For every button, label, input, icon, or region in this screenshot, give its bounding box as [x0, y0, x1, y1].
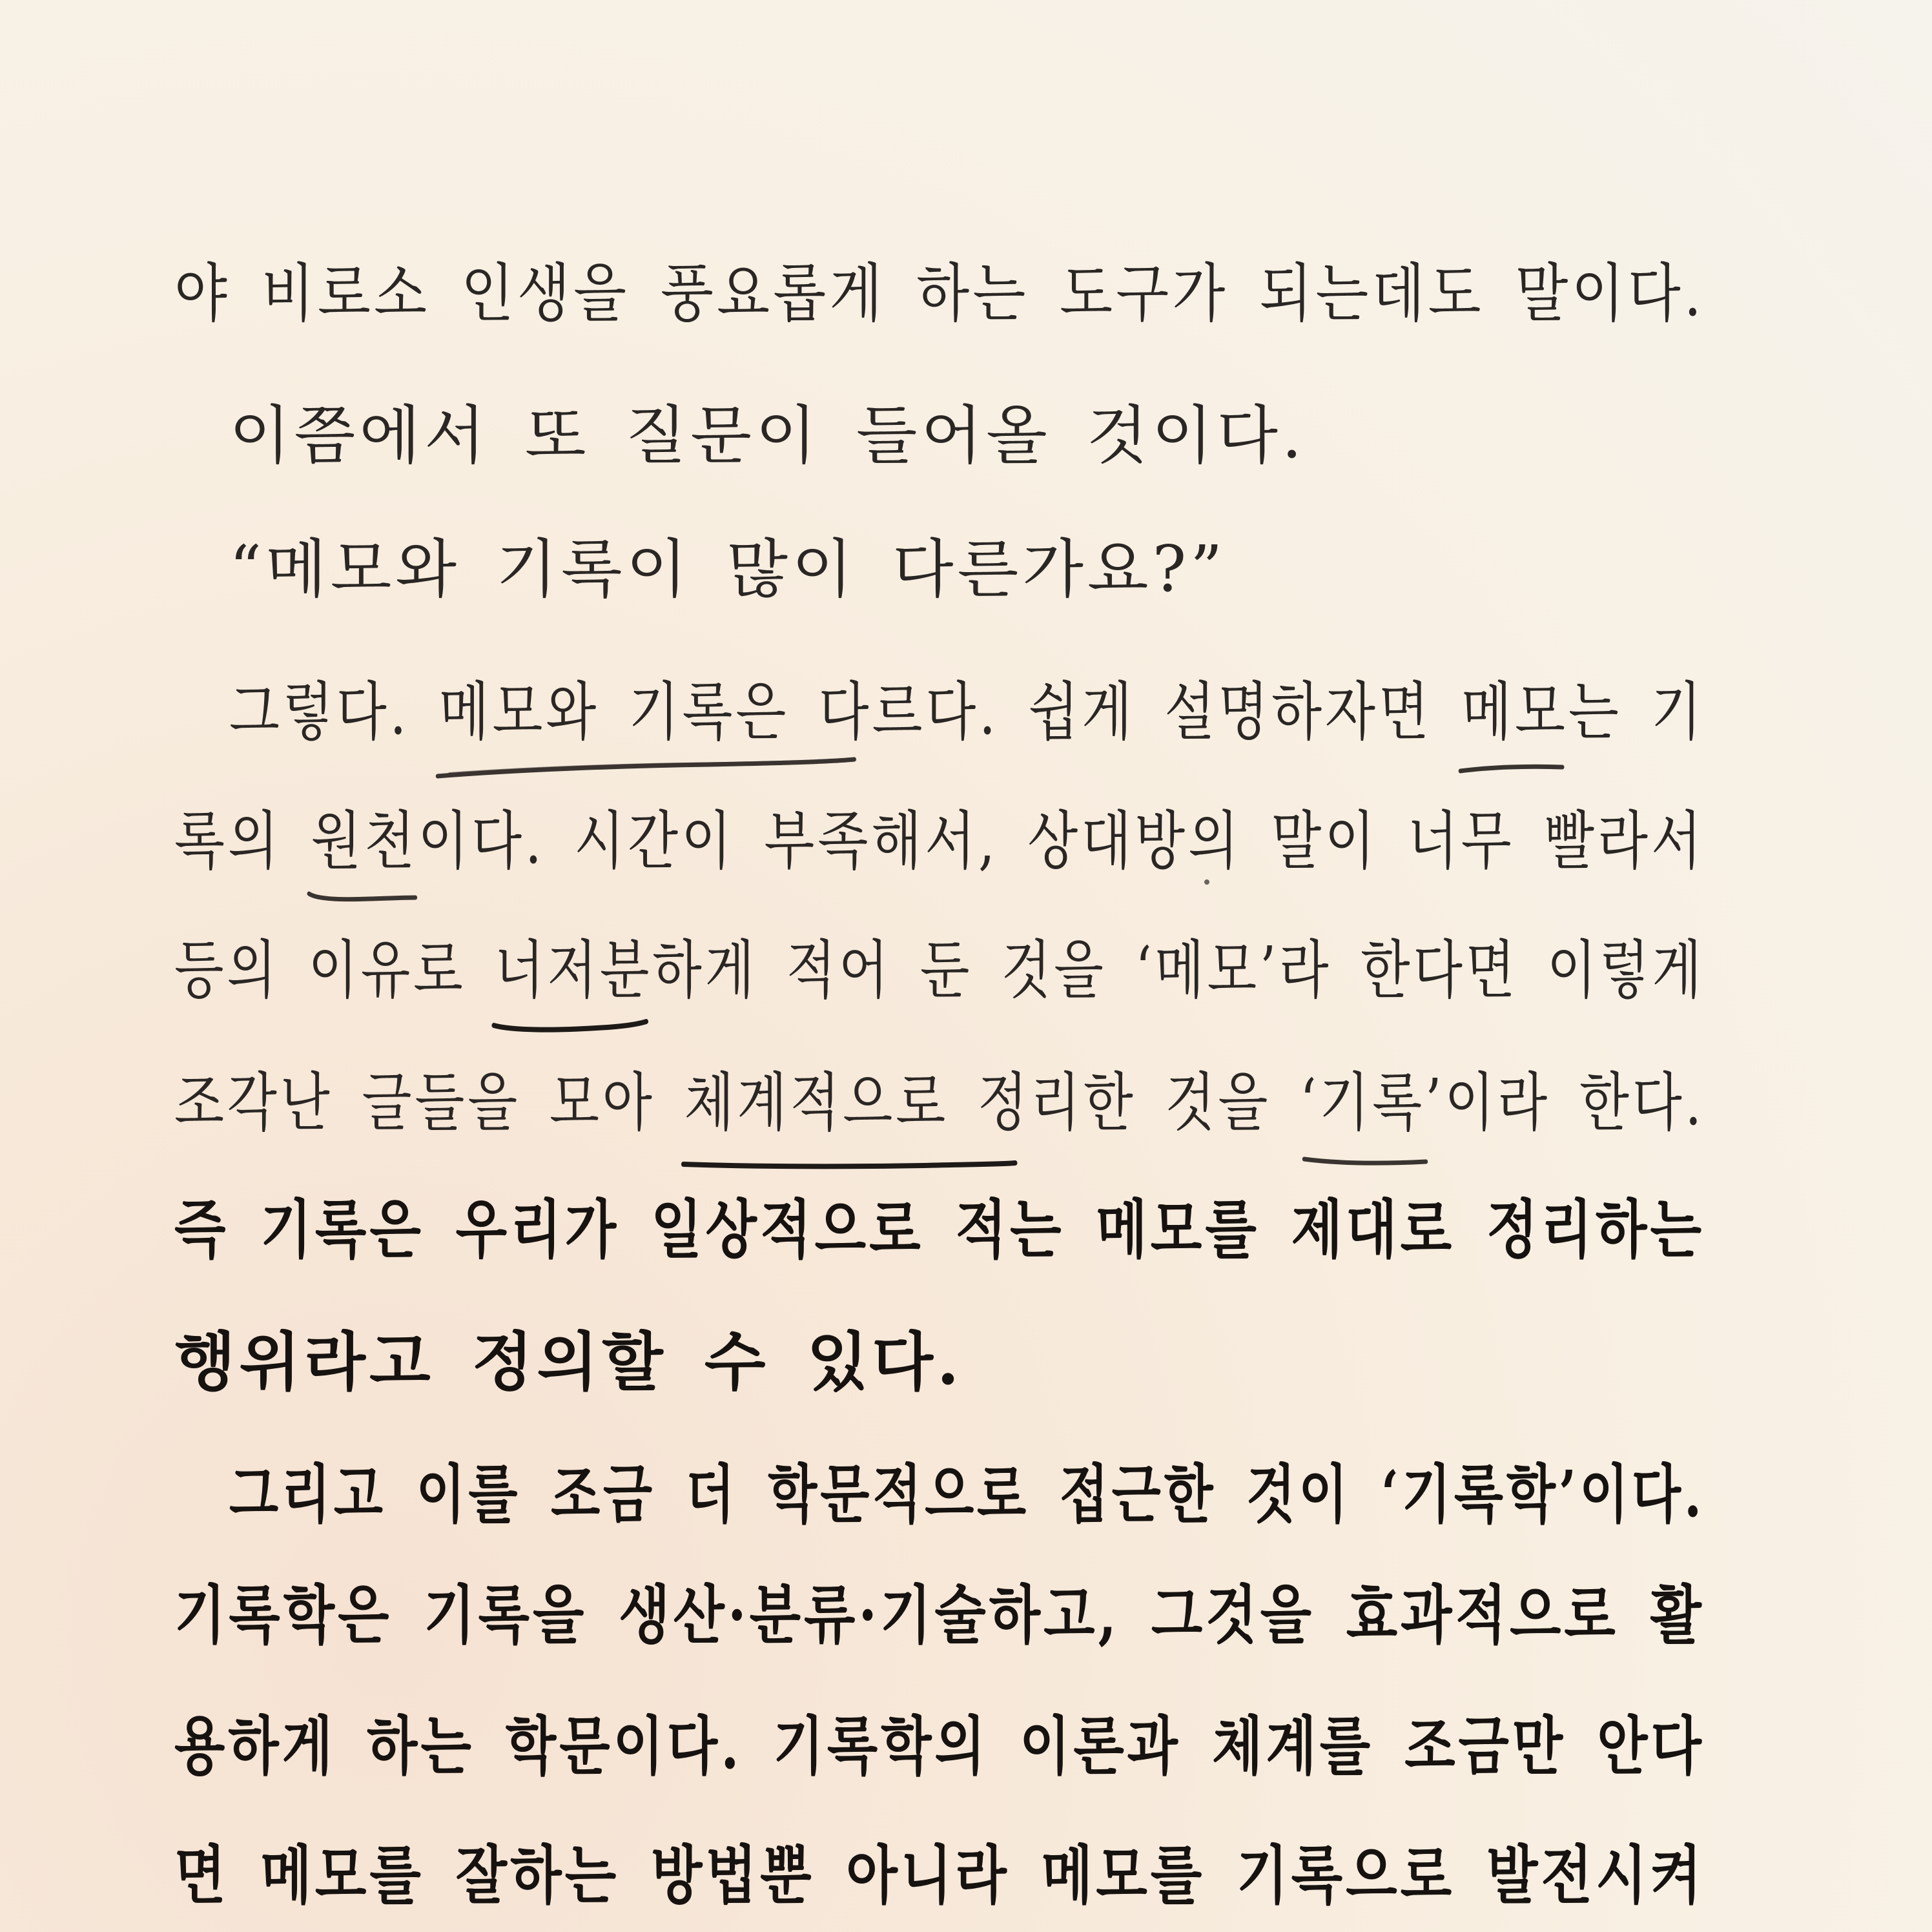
text-line-7	[174, 1064, 1705, 1142]
line-6-part-1: 등의 이유로	[174, 934, 495, 1007]
pen-underline	[491, 1019, 648, 1033]
line-4-part-3: . 쉽게 설명하자면	[979, 675, 1462, 749]
line-4-part-1: 그렇다.	[229, 675, 439, 749]
pen-underline	[433, 754, 859, 780]
text-line-3: “메모와 기록이 많이 다른가요?”	[229, 533, 1227, 606]
text-line-9: 행위라고 정의할 수 있다.	[174, 1325, 963, 1399]
pen-underline	[1302, 1154, 1428, 1167]
line-7-part-1: 조각난 글들을 모아	[174, 1066, 684, 1140]
text-line-12: 용하게 하는 학문이다. 기록학의 이론과 체계를 조금만 안다	[174, 1709, 1705, 1783]
line-5-part-3: 이다. 시간이 부족해서, 상대방의 말이 너무 빨라서	[418, 805, 1705, 878]
text-line-2: 이쯤에서 또 질문이 들어올 것이다.	[229, 399, 1306, 473]
pen-underline	[681, 1155, 1018, 1171]
pen-underline	[305, 890, 417, 903]
text-line-8: 즉 기록은 우리가 일상적으로 적는 메모를 제대로 정리하는	[174, 1193, 1705, 1267]
text-line-6	[174, 932, 1705, 1009]
line-6-part-3: 하게 적어 둔 것을 ‘메모’라 한다면 이렇게	[652, 934, 1705, 1007]
text-line-5	[174, 803, 1705, 880]
text-line-4	[229, 673, 1705, 751]
line-7-part-5: 이라 한다.	[1444, 1066, 1705, 1140]
text-line-1: 야 비로소 인생을 풍요롭게 하는 도구가 되는데도 말이다.	[174, 257, 1705, 331]
line-7-part-3: 한 것을	[1083, 1066, 1300, 1140]
pen-underline	[1458, 762, 1565, 775]
underlined-word: 원천	[311, 805, 418, 878]
text-line-13: 면 메모를 잘하는 방법뿐 아니라 메모를 기록으로 발전시켜	[174, 1838, 1705, 1913]
underlined-word: ‘기록’	[1300, 1066, 1444, 1140]
line-5-part-1: 록의	[174, 805, 311, 878]
text-line-10: 그리고 이를 조금 더 학문적으로 접근한 것이 ‘기록학’이다.	[229, 1457, 1705, 1532]
underlined-phrase: 메모와 기록은 다르다	[439, 675, 980, 749]
underlined-word: 메모	[1461, 675, 1568, 749]
text-line-11: 기록학은 기록을 생산·분류·기술하고, 그것을 효과적으로 활	[174, 1578, 1705, 1652]
underlined-phrase: 체계적으로 정리	[684, 1066, 1084, 1140]
line-4-part-5: 는 기	[1568, 675, 1705, 749]
ink-dot	[1204, 879, 1209, 885]
underlined-word: 너저분	[495, 934, 652, 1007]
